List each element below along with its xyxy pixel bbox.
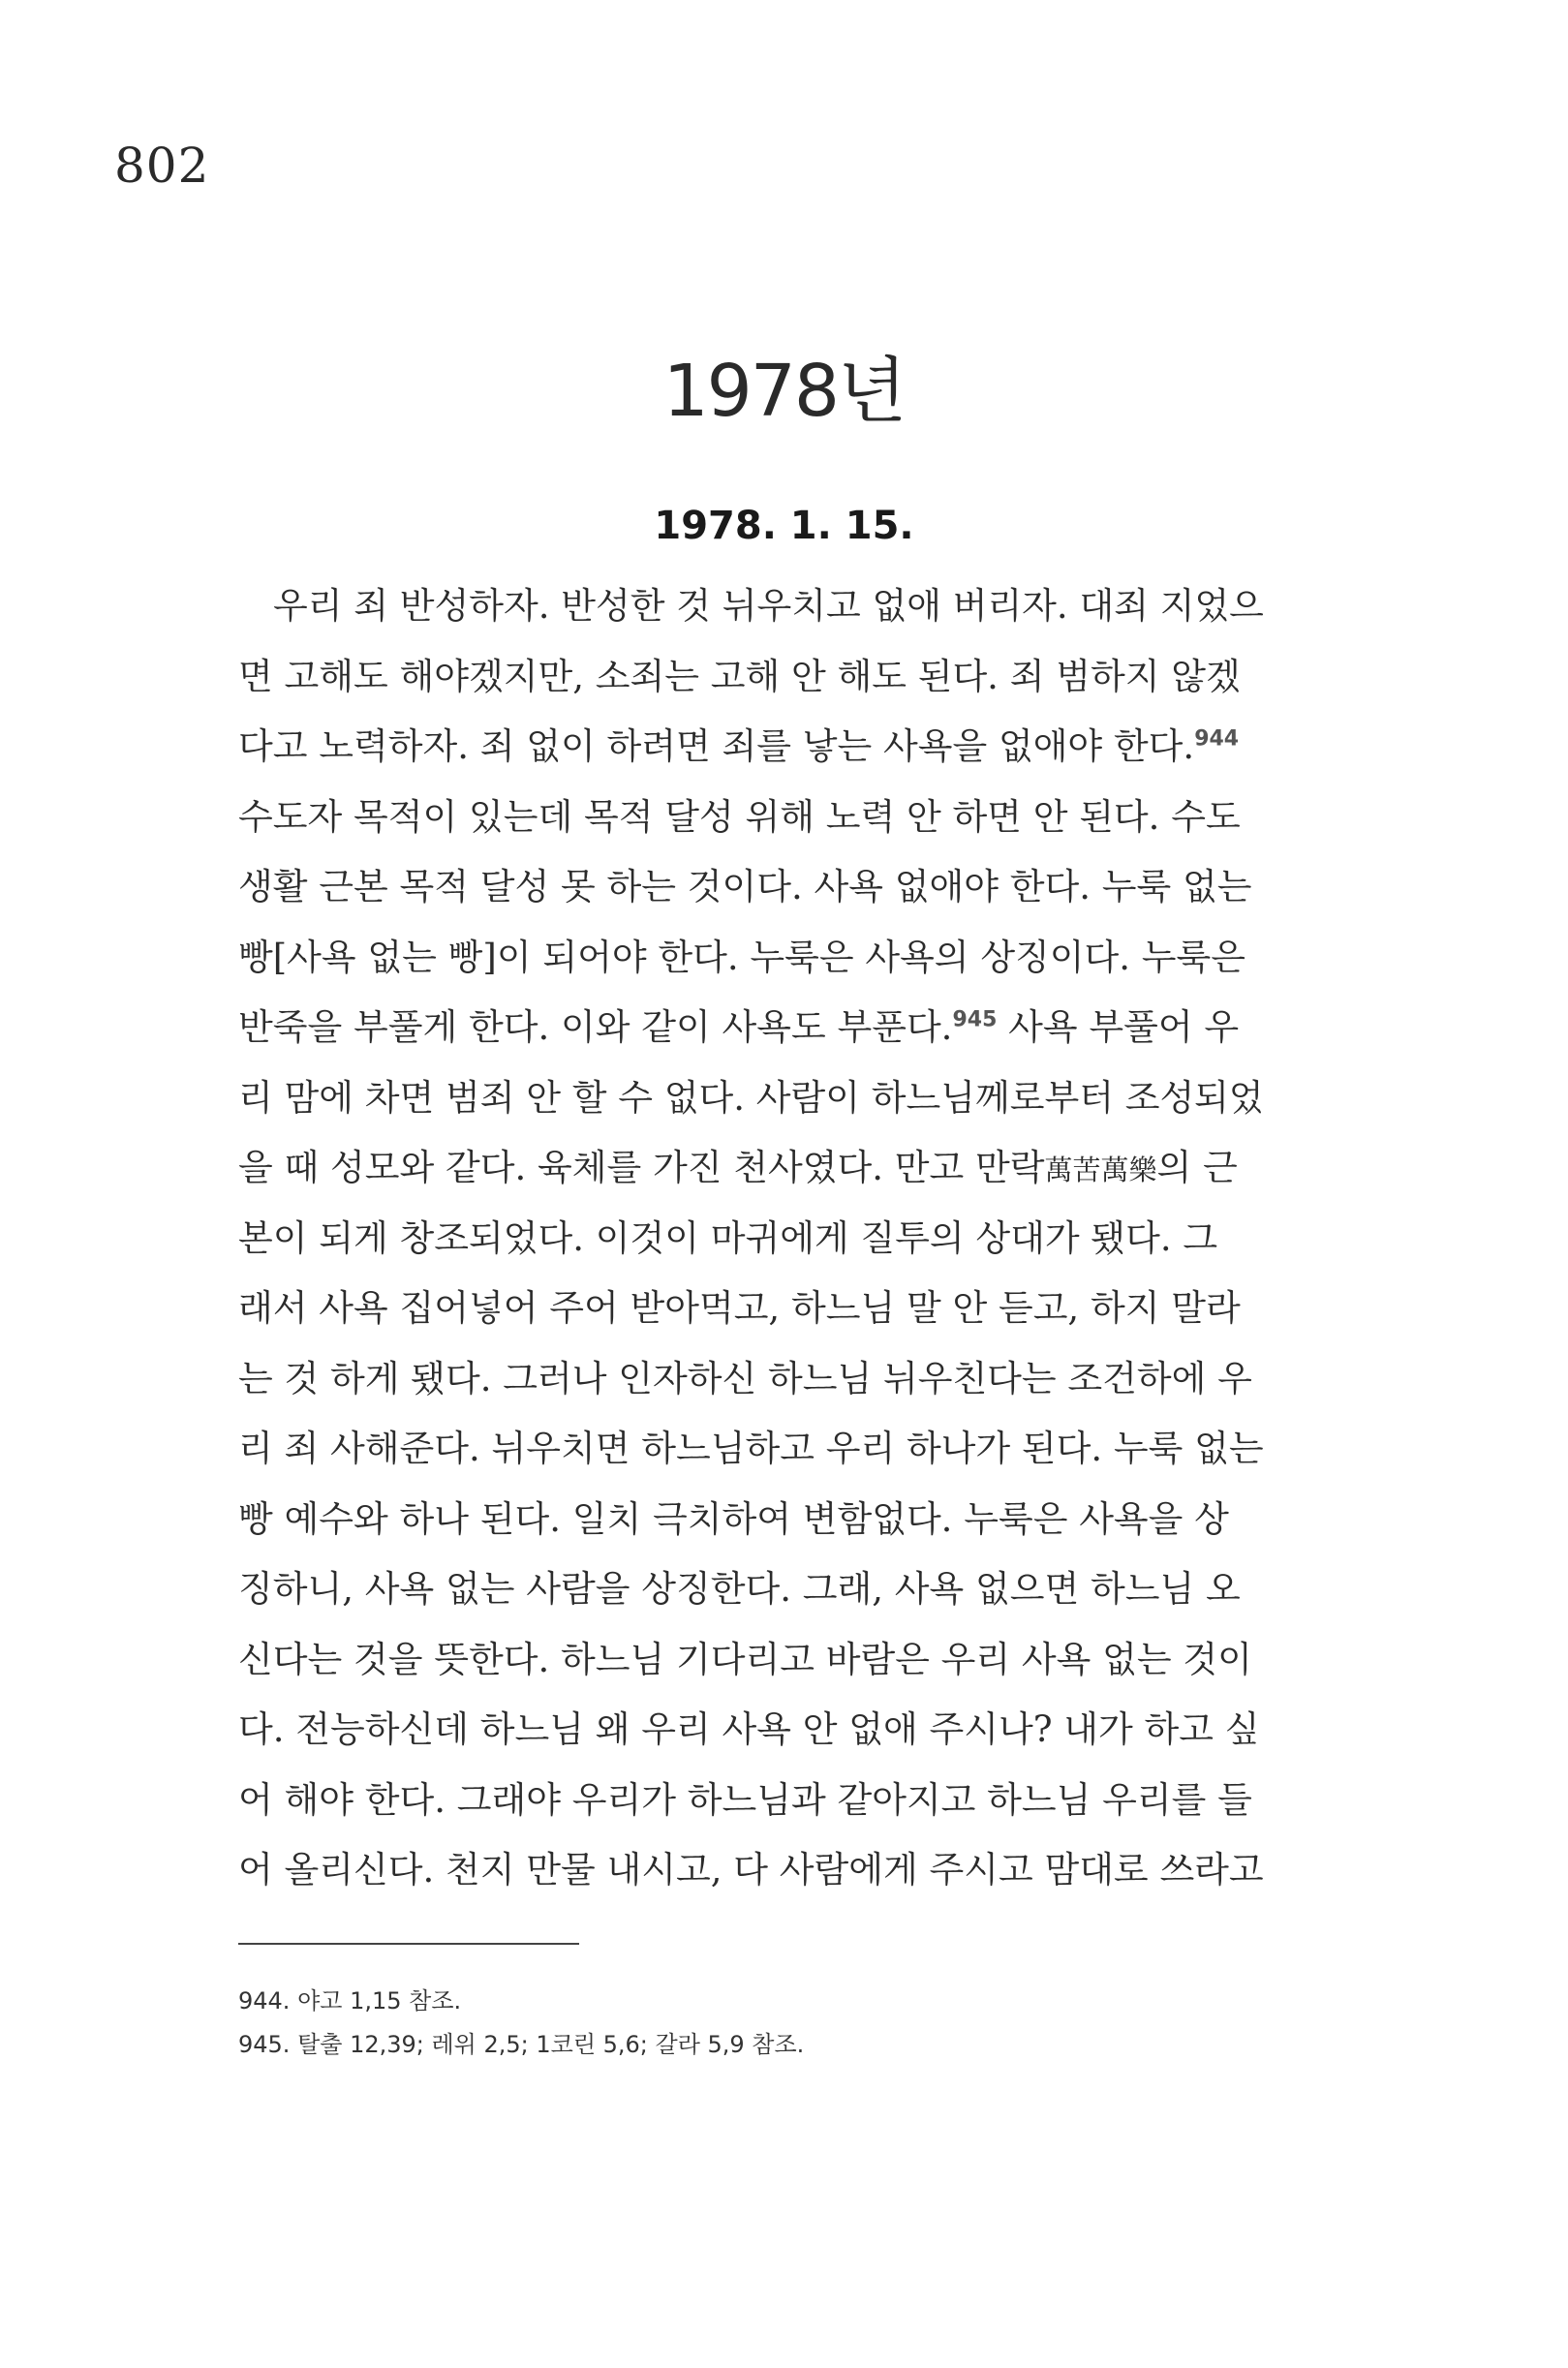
body-line xyxy=(238,1133,1311,1204)
body-text xyxy=(238,571,1311,1906)
body-line xyxy=(238,1274,1311,1344)
body-line xyxy=(238,1554,1311,1625)
body-line-text: 래서 사욕 집어넣어 주어 받아먹고, 하느님 말 안 듣고, 하지 말라 xyxy=(238,1287,1241,1329)
hanja-text: 萬苦萬樂 xyxy=(1044,1153,1157,1186)
body-line xyxy=(238,993,1311,1063)
body-line xyxy=(238,642,1311,713)
body-line-text: 수도자 목적이 있는데 목적 달성 위해 노력 안 하면 안 된다. 수도 xyxy=(238,795,1241,838)
body-line xyxy=(238,923,1311,994)
footnote-item: 945. 탈출 12,39; 레위 2,5; 1코린 5,6; 갈라 5,9 참조. xyxy=(238,2031,805,2058)
page-number: 802 xyxy=(114,138,210,194)
body-line xyxy=(238,1695,1311,1766)
body-line xyxy=(238,1625,1311,1696)
body-line-text: 빵[사욕 없는 빵]이 되어야 한다. 누룩은 사욕의 상징이다. 누룩은 xyxy=(238,936,1246,978)
body-line-text: 신다는 것을 뜻한다. 하느님 기다리고 바람은 우리 사욕 없는 것이 xyxy=(238,1638,1252,1680)
footnote-reference[interactable]: 945 xyxy=(952,1007,998,1032)
body-line xyxy=(238,1766,1311,1836)
body-line-text: 리 죄 사해준다. 뉘우치면 하느님하고 우리 하나가 된다. 누룩 없는 xyxy=(238,1428,1264,1469)
footnote-divider xyxy=(238,1943,579,1945)
footnote-item: 944. 야고 1,15 참조. xyxy=(238,1987,462,2014)
body-line xyxy=(238,712,1311,783)
body-line-text: 본이 되게 창조되었다. 이것이 마귀에게 질투의 상대가 됐다. 그 xyxy=(238,1216,1218,1259)
body-line-text: 우리 죄 반성하자. 반성한 것 뉘우치고 없애 버리자. 대죄 지었으 xyxy=(273,585,1264,627)
footnotes xyxy=(238,1980,1311,2067)
body-line xyxy=(238,1063,1311,1134)
body-line-text: 는 것 하게 됐다. 그러나 인자하신 하느님 뉘우친다는 조건하에 우 xyxy=(238,1357,1252,1399)
body-line-text: 사욕 부풀어 우 xyxy=(997,1006,1240,1048)
date-heading: 1978. 1. 15. xyxy=(654,504,914,548)
body-line-text: 을 때 성모와 같다. 육체를 가진 천사였다. 만고 만락 xyxy=(238,1147,1045,1188)
footnote-reference[interactable]: 944 xyxy=(1194,726,1240,752)
year-title: 1978년 xyxy=(662,350,906,433)
body-line-text: 빵 예수와 하나 된다. 일치 극치하여 변함없다. 누룩은 사욕을 상 xyxy=(238,1497,1229,1540)
body-line-text: 다고 노력하자. 죄 없이 하려면 죄를 낳는 사욕을 없애야 한다. xyxy=(238,725,1195,767)
body-line xyxy=(238,1204,1311,1275)
body-line-text: 징하니, 사욕 없는 사람을 상징한다. 그래, 사욕 없으면 하느님 오 xyxy=(238,1568,1241,1610)
body-line xyxy=(238,571,1311,642)
body-line xyxy=(238,1414,1311,1485)
body-line-text: 어 올리신다. 천지 만물 내시고, 다 사람에게 주시고 맘대로 쓰라고 xyxy=(238,1849,1264,1891)
body-line xyxy=(238,1344,1311,1415)
body-line xyxy=(238,1835,1311,1906)
body-line-text: 생활 근본 목적 달성 못 하는 것이다. 사욕 없애야 한다. 누룩 없는 xyxy=(238,866,1252,907)
body-line-text: 의 근 xyxy=(1156,1147,1238,1188)
body-line-text: 어 해야 한다. 그래야 우리가 하느님과 같아지고 하느님 우리를 들 xyxy=(238,1778,1252,1821)
body-line-text: 다. 전능하신데 하느님 왜 우리 사욕 안 없애 주시나? 내가 하고 싶 xyxy=(238,1708,1260,1750)
body-line-text: 반죽을 부풀게 한다. 이와 같이 사욕도 부푼다. xyxy=(238,1006,953,1048)
body-line xyxy=(238,1485,1311,1555)
body-line-text: 면 고해도 해야겠지만, 소죄는 고해 안 해도 된다. 죄 범하지 않겠 xyxy=(238,655,1241,697)
body-line xyxy=(238,852,1311,923)
body-line-text: 리 맘에 차면 범죄 안 할 수 없다. 사람이 하느님께로부터 조성되었 xyxy=(238,1076,1264,1119)
body-line xyxy=(238,783,1311,853)
